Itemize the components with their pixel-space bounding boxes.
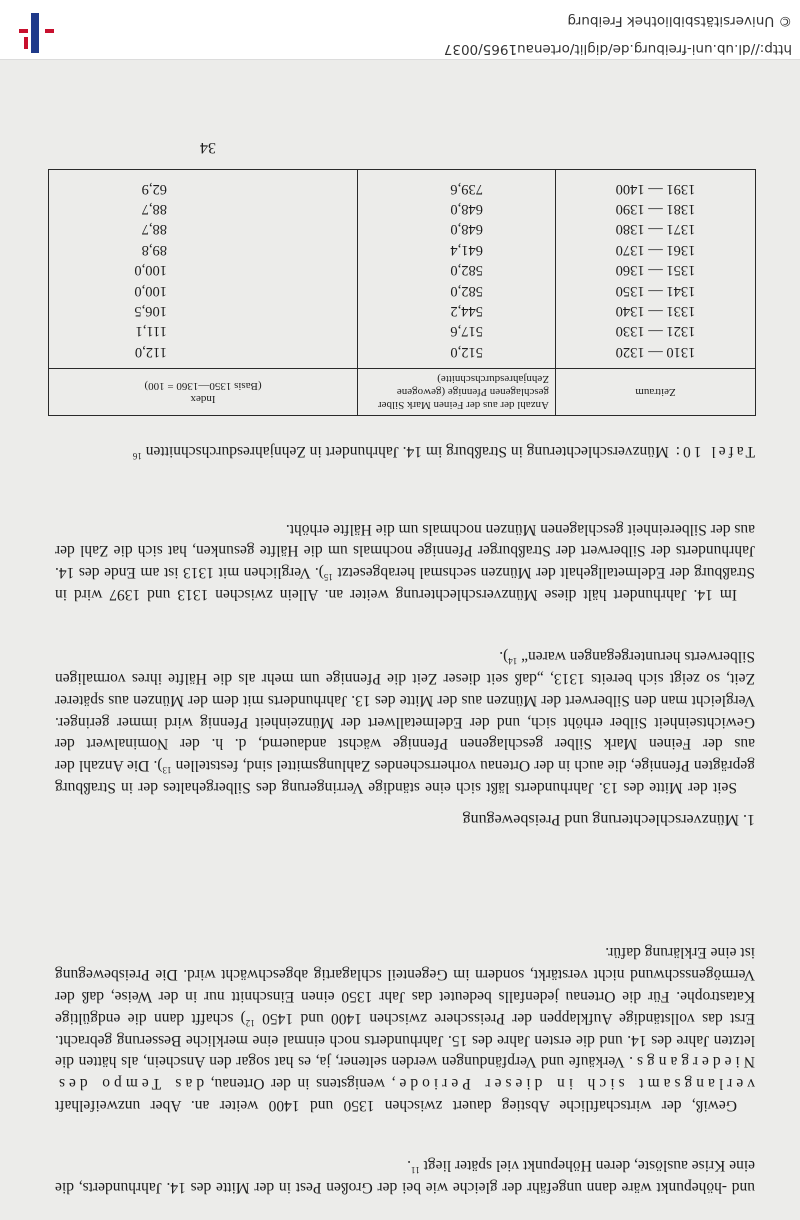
table-row	[49, 219, 756, 239]
cell-period: 1341 — 1350	[556, 280, 756, 300]
paragraph-1-text: und -höhepunkt wäre dann ungefähr der gleiche wie bei der Großen Pest in der Mitte des 14. Jahrhunderts, die eine Krise auslöste, deren Höhepunkt viel später liegt	[55, 1157, 755, 1196]
spaced-emphasis: das Tempo des Niedergangs	[55, 1053, 755, 1093]
paragraph-3: Seit der Mitte des 13. Jahrhunderts läßt sich eine ständige Verringerung des Silbergehaltes der in Straßburg geprägten Pfennige, die auch in der Ortenau vorherrschendes Zahlungsmittel sind, feststellen $^{13}$). Die Anzahl der aus der Feinen Mark Silber geschlagenen Pfennige wächst andauernd, d. h. der Nominalwert der Gewichtseinheit Silber erhöht sich, und der Edelmetallwert der Münzeinheit Pfennig wird immer geringer. Vergleicht man den Silberwert der Münzen aus der Mitte des 13. Jahrhunderts mit dem der Münzen aus späterer Zeit, so zeigt sich bereits 1313, „daß seit dieser Zeit die Pfennige um mehr als die Hälfte ihres vormaligen Silberwerts heruntergegangen waren“ $^{14}$).	[55, 648, 755, 796]
spaced-emphasis: verlangsamt sich in dieser Periode	[395, 1075, 755, 1093]
section-heading: 1. Münzverschlechterung und Preisbewegung	[462, 811, 755, 828]
footnote-ref: 12	[245, 1017, 255, 1028]
caption-text: Münzverschlechterung in Straßburg im 14. Jahrhundert in Zehnjahresdurchschnitten	[145, 443, 669, 460]
cell-index: 106,5	[49, 301, 358, 321]
caption-label: Tafel 10:	[672, 443, 755, 460]
document-page	[0, 60, 800, 1220]
permalink-url[interactable]: http://dl.ub.uni-freiburg.de/diglit/ortenau1965/0037	[443, 41, 792, 57]
cell-index: 100,0	[49, 280, 358, 300]
cell-period: 1310 — 1320	[556, 342, 756, 369]
cell-count: 544,2	[358, 301, 556, 321]
viewer-footer	[0, 0, 800, 60]
table-row	[49, 342, 756, 369]
cell-period: 1361 — 1370	[556, 240, 756, 260]
cell-index: 89,8	[49, 240, 358, 260]
header-period: Zeitraum	[556, 369, 756, 416]
cell-period: 1351 — 1360	[556, 260, 756, 280]
cell-period: 1321 — 1330	[556, 321, 756, 341]
cell-count: 512,0	[358, 342, 556, 369]
cell-index: 88,7	[49, 219, 358, 239]
table-caption	[55, 441, 755, 462]
cell-period: 1381 — 1390	[556, 199, 756, 219]
cell-period: 1371 — 1380	[556, 219, 756, 239]
paragraph-2: Gewiß, der wirtschaftliche Abstieg dauert zwischen 1350 und 1400 weiter an. Aber unzweifelhaft verlangsamt sich in dieser Periode, wenigstens in der Ortenau, das Tempo des Niedergangs. Verkäufe und Verpfändungen werden seltener, ja, es hat sogar den Anschein, als hätten die letzten Jahre des 14. und die ersten Jahre des 15. Jahrhunderts noch einmal eine merkliche Besserung gebracht. Erst das vollständige Aufklappen der Preisschere zwischen 1400 und 1450 $^{12}$) schafft dann die endgültige Katastrophe. Für die Ortenau jedenfalls bedeutet das Jahr 1350 einen Einschnitt nur in der Weise, daß der Vermögensschwund nicht verstärkt, sondern im Gegenteil schlagartig abgeschwächt wird. Die Preisbewegung ist eine Erklärung dafür.	[54, 944, 755, 1114]
table-header-row	[49, 369, 756, 416]
paragraph-1: und -höhepunkt wäre dann ungefähr der gleiche wie bei der Großen Pest in der Mitte des 14. Jahrhunderts, die eine Krise auslöste, deren Höhepunkt viel später liegt $^{11}$.	[55, 1157, 755, 1196]
table-row	[49, 199, 756, 219]
cell-count: 582,0	[358, 280, 556, 300]
footnote-ref: 16	[132, 451, 142, 462]
cell-count: 517,6	[358, 321, 556, 341]
coin-debasement-table	[48, 169, 756, 416]
footnote-ref: 13	[162, 765, 172, 776]
cell-index: 100,0	[49, 260, 358, 280]
copyright-notice: © Universitätsbibliothek Freiburg	[567, 13, 792, 29]
cell-index: 62,9	[49, 170, 358, 199]
header-index: Index (Basis 1350—1360 = 100)	[49, 369, 358, 416]
header-count: Anzahl der aus der Feinen Mark Silber geschlagenen Pfennige (gewogene Zehnjahresdurchschnitte)	[358, 369, 556, 416]
table-row	[49, 280, 756, 300]
footnote-ref: 15	[323, 572, 333, 583]
cell-count: 648,0	[358, 199, 556, 219]
cell-index: 111,1	[49, 321, 358, 341]
ub-freiburg-logo-icon	[12, 5, 58, 55]
cell-count: 739,6	[358, 170, 556, 199]
cell-count: 582,0	[358, 260, 556, 280]
table-row	[49, 301, 756, 321]
footnote-ref: 11	[411, 1165, 420, 1176]
cell-count: 641,4	[358, 240, 556, 260]
table-row	[49, 321, 756, 341]
table-row	[49, 260, 756, 280]
page-number: 34	[200, 139, 216, 156]
cell-period: 1391 — 1400	[556, 170, 756, 199]
paragraph-4: Im 14. Jahrhundert hält diese Münzverschlechterung weiter an. Allein zwischen 1313 und 1397 wird in Straßburg der Edelmetallgehalt der Münzen sechsmal herabgesetzt $^{15}$). Verglichen mit 1313 ist am Ende des 14. Jahrhunderts der Silberwert der Straßburger Pfennige nochmals um die Hälfte gesunken, hat sich die Zahl der aus der Silbereinheit geschlagenen Münzen nochmals um die Hälfte erhöht.	[55, 520, 755, 603]
cell-period: 1331 — 1340	[556, 301, 756, 321]
footnote-ref: 14	[508, 656, 518, 667]
cell-index: 88,7	[49, 199, 358, 219]
cell-index: 112,0	[49, 342, 358, 369]
cell-count: 648,0	[358, 219, 556, 239]
table-row	[49, 240, 756, 260]
table-row	[49, 170, 756, 199]
